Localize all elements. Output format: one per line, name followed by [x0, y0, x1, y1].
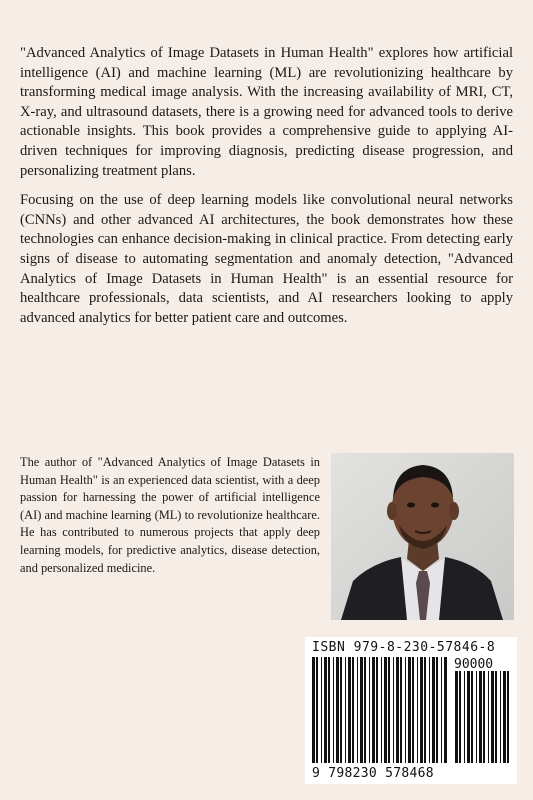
author-photo	[331, 453, 514, 620]
ean-number-label: 9 798230 578468	[312, 766, 434, 781]
book-description	[20, 44, 513, 338]
isbn-label: ISBN 979-8-230-57846-8	[312, 640, 496, 655]
description-paragraph-2: Focusing on the use of deep learning models like convolutional neural networks (CNNs) and other advanced AI architectures, the book demonstrates how these technologies can enhance decision-making in clinical practice. From detecting early signs of disease to automating segmentation and anomaly detection, "Advanced Analytics of Image Datasets in Human Health" is an essential resource for healthcare professionals, data scientists, and AI researchers looking to apply advanced analytics for better patient care and outcomes.	[20, 192, 513, 326]
description-paragraph-1: "Advanced Analytics of Image Datasets in Human Health" explores how artificial intelligence (AI) and machine learning (ML) are revolutionizing healthcare by transforming medical image analysis. With the increasing availability of MRI, CT, X-ray, and ultrasound datasets, there is a growing need for advanced tools to derive actionable insights. This book provides a comprehensive guide to applying AI-driven techniques for improving diagnosis, predicting disease progression, and personalizing treatment plans.	[20, 45, 513, 179]
author-bio: The author of "Advanced Analytics of Image Datasets in Human Health" is an experienced data scientist, with a deep passion for harnessing the power of artificial intelligence (AI) and machine learning (ML) to revolutionize healthcare. He has contributed to numerous projects that apply deep learning models, for predictive analytics, disease detection, and personalized medicine.	[20, 455, 320, 575]
price-code-label: 90000	[454, 657, 494, 672]
